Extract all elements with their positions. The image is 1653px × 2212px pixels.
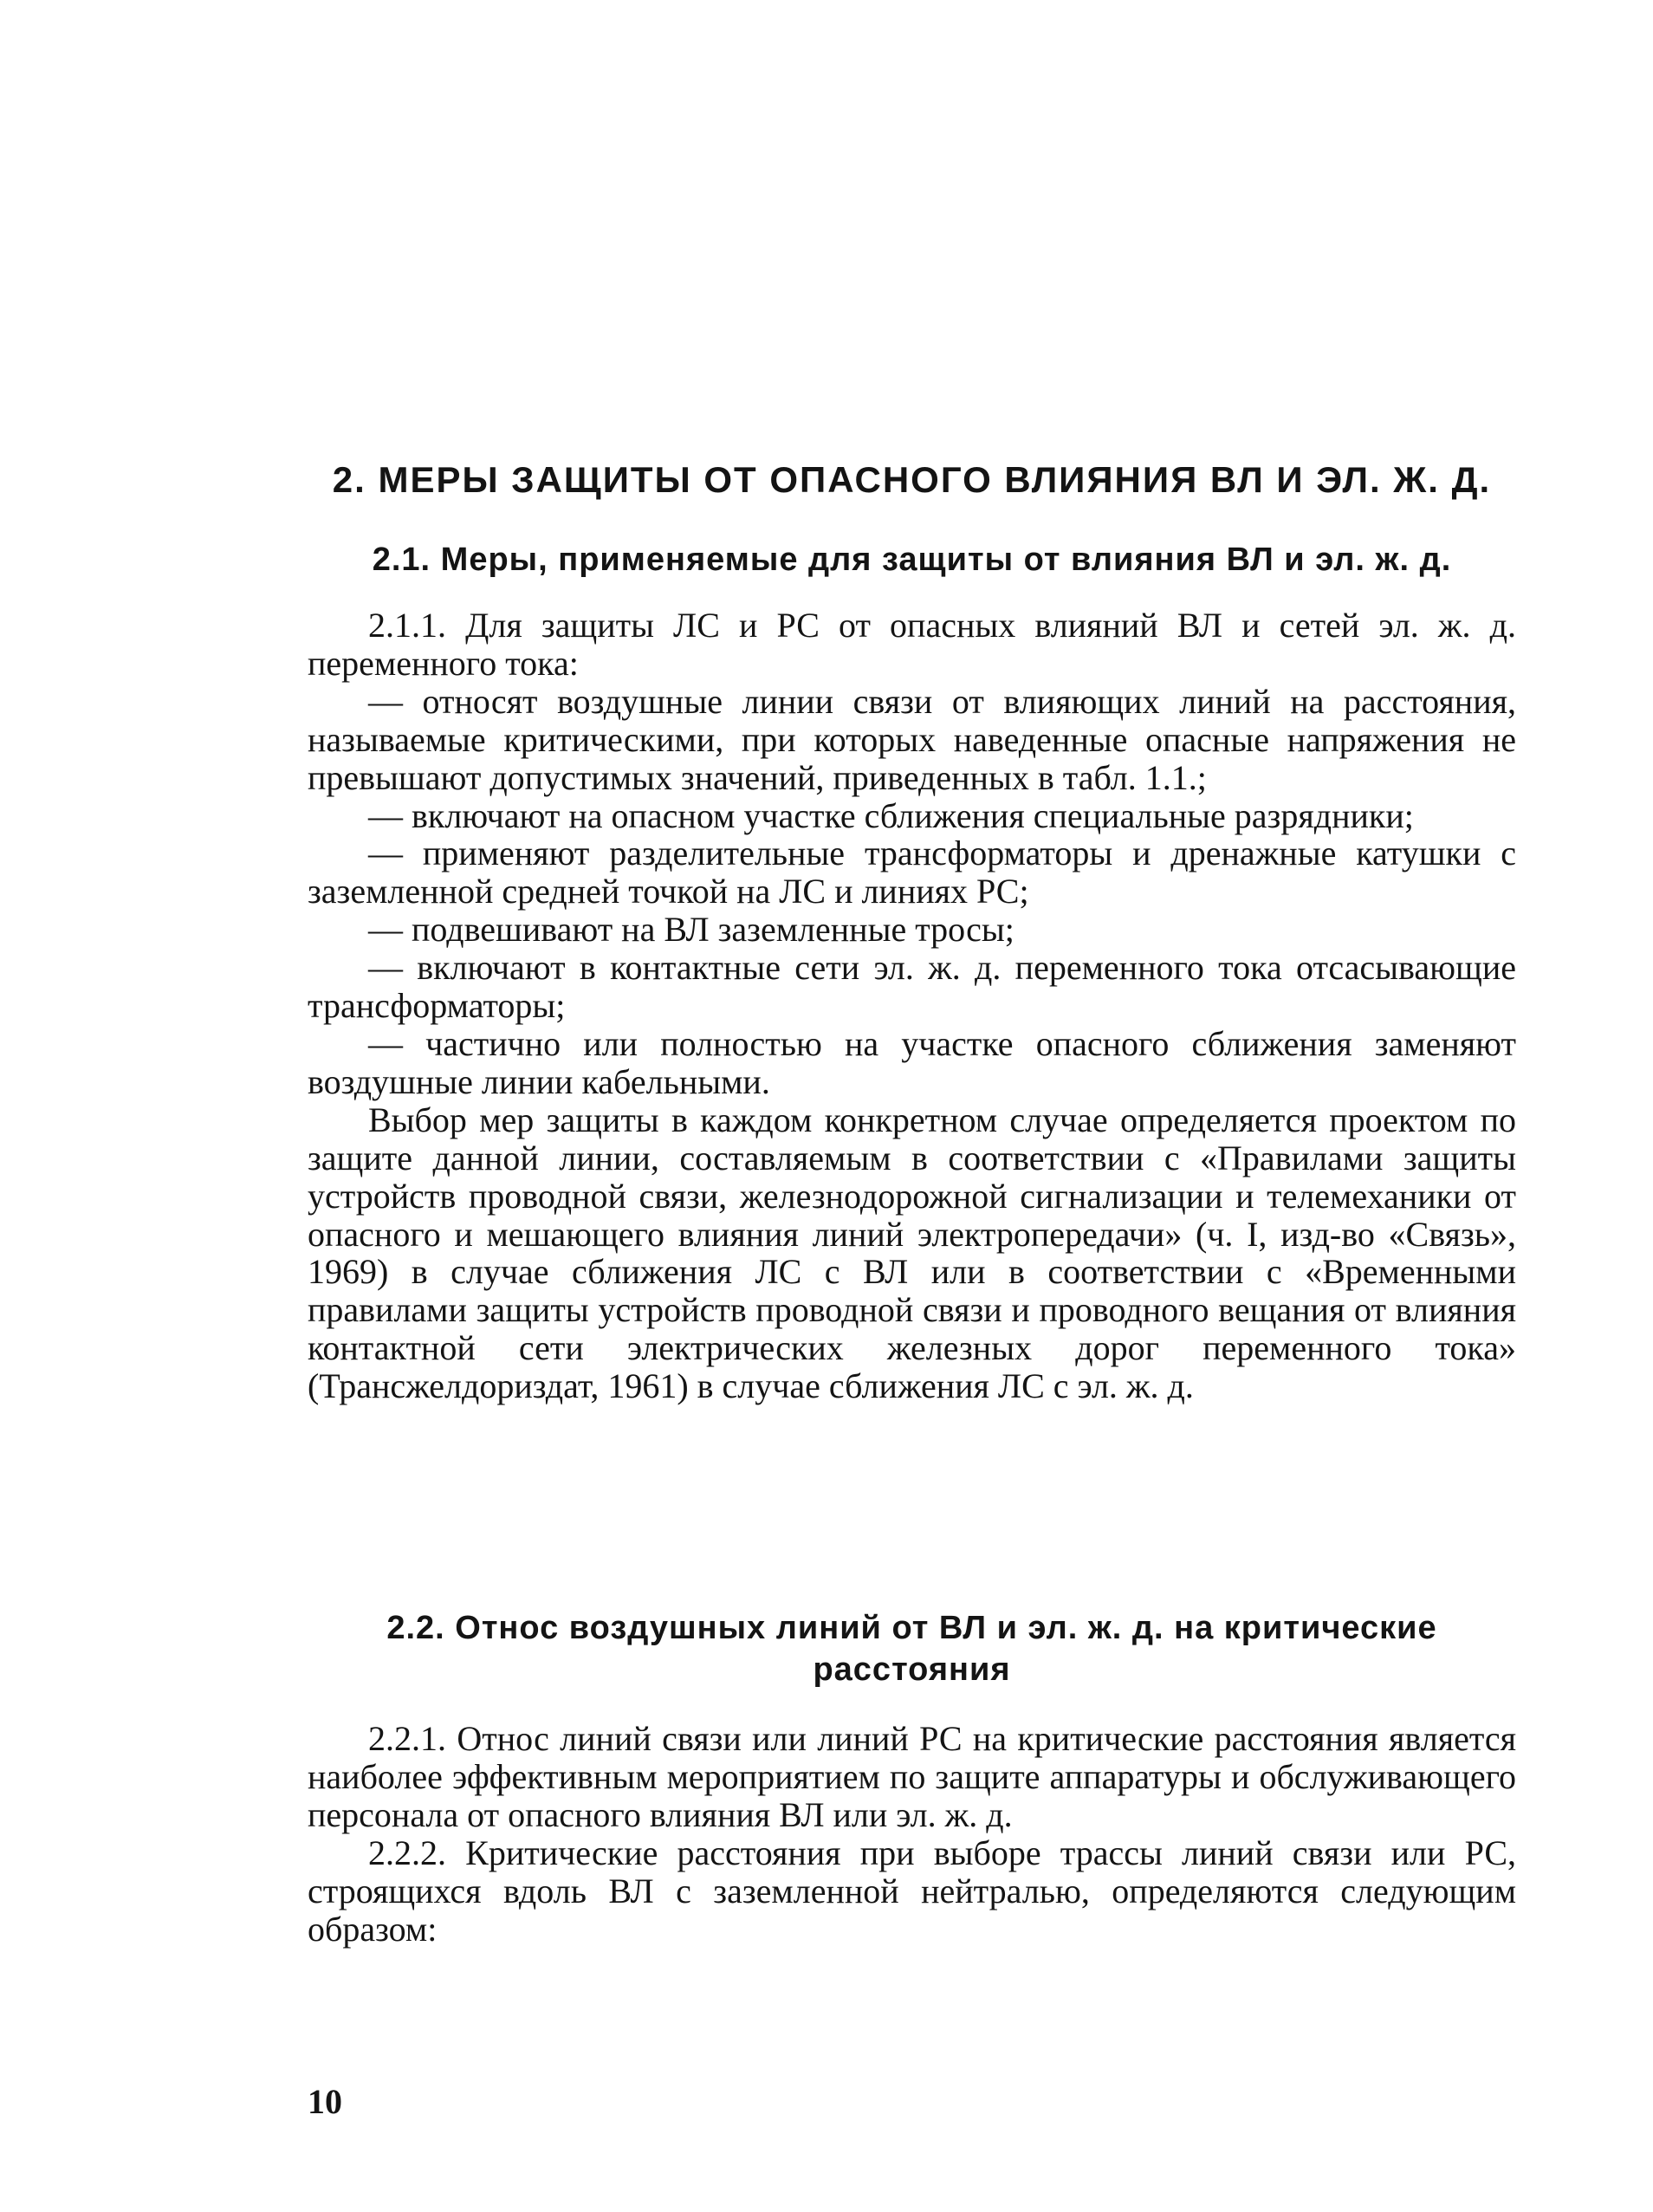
paragraph-2-2-2: 2.2.2. Критические расстояния при выборе трассы линий связи или РС, строящихся вдоль ВЛ с заземленной нейтралью, определяются следующим образом: xyxy=(308,1833,1516,1949)
subsection-title-2-2-line1: 2.2. Относ воздушных линий от ВЛ и эл. ж. д. на критические xyxy=(386,1610,1437,1646)
subsection-2-2-body xyxy=(308,1720,1516,1948)
section-title: 2. МЕРЫ ЗАЩИТЫ ОТ ОПАСНОГО ВЛИЯНИЯ ВЛ И ЭЛ. Ж. Д. xyxy=(332,459,1492,500)
measure-item: — частично или полностью на участке опасного сближения заменяют воздушные линии кабельными. xyxy=(308,1023,1516,1101)
paragraph-2-1-1: 2.1.1. Для защиты ЛС и РС от опасных влияний ВЛ и сетей эл. ж. д. переменного тока: xyxy=(308,606,1516,683)
paragraph-choice-of-measures: Выбор мер защиты в каждом конкретном случае определяется проектом по защите данной линии, составляемым в соответствии с «Правилами защиты устройств проводной связи, железнодорожной сигнализации и телемеханики от опасного и мешающего влияния линий электропередачи» (ч. I, изд-во «Связь», 1969) в случае сближения ЛС с ВЛ или в соответствии с «Временными правилами защиты устройств проводной связи и проводного вещания от влияния контактной сети электрических железных дорог переменного тока» (Трансжелдориздат, 1961) в случае сближения ЛС с эл. ж. д. xyxy=(308,1100,1516,1406)
subsection-title-2-1: 2.1. Меры, применяемые для защиты от влияния ВЛ и эл. ж. д. xyxy=(372,542,1452,578)
document-page xyxy=(308,0,1516,2212)
measure-item: — подвешивают на ВЛ заземленные тросы; xyxy=(368,910,1014,950)
paragraph-2-2-1: 2.2.1. Относ линий связи или линий РС на критические расстояния является наиболее эффективным мероприятием по защите аппаратуры и обслуживающего персонала от опасного влияния ВЛ или эл. ж. д. xyxy=(308,1719,1516,1834)
subsection-title-2-2 xyxy=(308,1607,1516,1690)
measure-item: — включают в контактные сети эл. ж. д. переменного тока отсасывающие трансформаторы; xyxy=(308,948,1516,1026)
measure-item: — применяют разделительные трансформаторы и дренажные катушки с заземленной средней точкой на ЛС и линиях РС; xyxy=(308,834,1516,911)
measure-item: — включают на опасном участке сближения специальные разрядники; xyxy=(368,795,1414,835)
subsection-title-2-2-line2: расстояния xyxy=(813,1651,1011,1688)
measure-item: — относят воздушные линии связи от влияющих линий на расстояния, называемые критическими, при которых наведенные опасные напряжения не превышают допустимых значений, приведенных в табл. 1.1.; xyxy=(308,681,1516,797)
page-number: 10 xyxy=(308,2082,342,2121)
subsection-2-1-body xyxy=(308,607,1516,1405)
